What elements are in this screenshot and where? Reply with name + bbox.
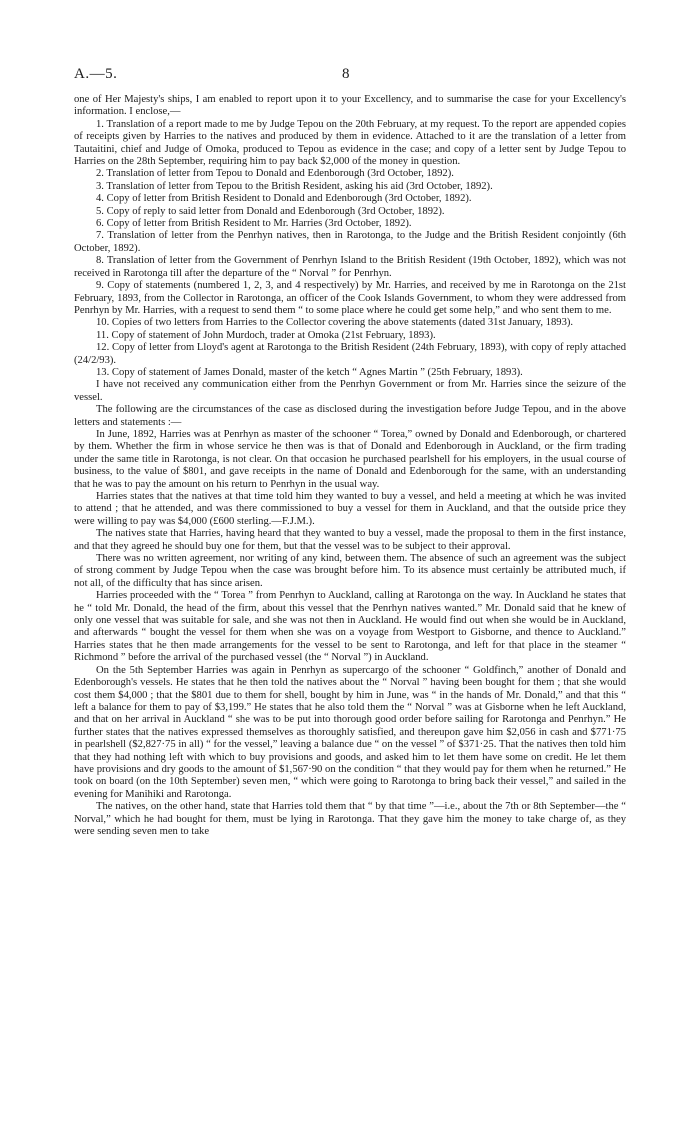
paragraph: 4. Copy of letter from British Resident to Donald and Edenborough (3rd October, 1892). bbox=[96, 193, 472, 205]
paragraph: 3. Translation of letter from Tepou to the British Resident, asking his aid (3rd October, 1892). bbox=[96, 180, 493, 192]
paragraph: 6. Copy of letter from British Resident to Mr. Harries (3rd October, 1892). bbox=[96, 218, 412, 230]
paragraph: 10. Copies of two letters from Harries to the Collector covering the above statements (dated 31st January, 1893). bbox=[96, 317, 574, 329]
paragraph: 9. Copy of statements (numbered 1, 2, 3, and 4 respectively) by Mr. Harries, and received by me in Rarotonga on the 21st February, 1893, from the Collector in Rarotonga, an officer of the Cook Islands Government, to whom they were addressed from Penrhyn by Mr. Harries, with a request to send them “ to some place where he could get some help,” and who sent them to me. bbox=[74, 280, 626, 316]
paragraph: Harries proceeded with the “ Torea ” from Penrhyn to Auckland, calling at Rarotonga on the way. In Auckland he states that he “ told Mr. Donald, the head of the firm, about this vessel that the Penrhyn natives wanted.” Mr. Donald said that he knew of only one vessel that was suitable for sale, and she was not then in Auckland. He would find out when she would be in Auckland, and afterwards “ bought the vessel for them when she was on a voyage from Westport to Gisborne, and thence to Auckland.” Harries states that he then made arrangements for the vessel to be sent to Rarotonga, and left for that place in the steamer “ Richmond ” before the arrival of the purchased vessel (the “ Norval ”) in Auckland. bbox=[74, 590, 626, 664]
paragraph: There was no written agreement, nor writing of any kind, between them. The absence of such an agreement was the subject of strong comment by Judge Tepou when the case was brought before him. To its absence must certainly be attributed much, if not all, of the difficulty that has since arisen. bbox=[74, 553, 626, 589]
paragraph: 12. Copy of letter from Lloyd's agent at Rarotonga to the British Resident (24th February, 1893), with copy of reply attached (24/2/93). bbox=[74, 342, 626, 366]
paragraph: 5. Copy of reply to said letter from Donald and Edenborough (3rd October, 1892). bbox=[96, 205, 445, 217]
paragraph: The following are the circumstances of the case as disclosed during the investigation before Judge Tepou, and in the above letters and statements :— bbox=[74, 404, 626, 428]
paragraph: 13. Copy of statement of James Donald, master of the ketch “ Agnes Martin ” (25th February, 1893). bbox=[96, 366, 523, 378]
paragraph: 8. Translation of letter from the Government of Penrhyn Island to the British Resident (19th October, 1892), which was not received in Rarotonga till after the departure of the “ Norval ” for Penrhyn. bbox=[74, 255, 626, 279]
paragraph: 2. Translation of letter from Tepou to Donald and Edenborough (3rd October, 1892). bbox=[96, 168, 454, 180]
paragraph: 7. Translation of letter from the Penrhyn natives, then in Rarotonga, to the Judge and the British Resident conjointly (6th October, 1892). bbox=[74, 230, 626, 254]
paragraph: 11. Copy of statement of John Murdoch, trader at Omoka (21st February, 1893). bbox=[96, 329, 436, 341]
paragraph: Harries states that the natives at that time told him they wanted to buy a vessel, and held a meeting at which he was invited to attend ; that he attended, and was there commissioned to buy a vessel for them in Auckland, and that the outside price they were willing to pay was $4,000 (£600 sterling.—F.J.M.). bbox=[74, 491, 626, 527]
paragraph: The natives, on the other hand, state that Harries told them that “ by that time ”—i.e., about the 7th or 8th September—the “ Norval,” which he had bought for them, must be lying in Rarotonga. That they gave him the money to take charge of, as they were sending seven men to take bbox=[74, 801, 626, 837]
paragraph: I have not received any communication either from the Penrhyn Government or from Mr. Harries since the seizure of the vessel. bbox=[74, 379, 626, 403]
page-number: 8 bbox=[342, 66, 350, 82]
paragraph: In June, 1892, Harries was at Penrhyn as master of the schooner “ Torea,” owned by Donald and Edenborough, or chartered by them. Whether the firm in whose service he then was is that of Donald and Edenborough in Auckland, or the firm trading under the same title in Rarotonga, is not clear. On that occasion he purchased pearlshell for his employers, in the usual course of business, to the value of $801, and gave receipts in the name of Donald and Edenborough for the same, with an understanding that he was to pay the amount on his return to Penrhyn in the usual way. bbox=[74, 428, 626, 490]
section-reference: A.—5. bbox=[74, 66, 118, 82]
page-header bbox=[74, 66, 626, 86]
paragraph: On the 5th September Harries was again in Penrhyn as supercargo of the schooner “ Goldfinch,” another of Donald and Edenborough's vessels. He states that he then told the natives about the “ Norval ” having been bought for them ; that she would cost them $4,000 ; that the $801 due to them for shell, bought by him in June, was “ in the hands of Mr. Donald,” and that this “ left a balance for them to pay of $3,199.” He states that he also told them the “ Norval ” was at Gisborne when he left Auckland, and that on her arrival in Auckland “ she was to be put into thorough good order before sailing for Rarotonga and Penrhyn.” He further states that the natives expressed themselves as thoroughly satisfied, and thereupon gave him $2,056 in cash and $771·75 in pearlshell ($2,827·75 in all) “ for the vessel,” leaving a balance due “ on the vessel ” of $371·25. That the natives then told him that they had nothing left with which to buy provisions and goods, and asked him to let them have some on credit. He let them have provisions and dry goods to the amount of $1,567·90 on the condition “ that they would pay for them when he returned.” He took on board (on the 10th September) seven men, “ which were going to Rarotonga to bring back their vessel,” and sailed in the evening for Manihiki and Rarotonga. bbox=[74, 664, 626, 800]
document-body bbox=[74, 94, 626, 838]
paragraph: The natives state that Harries, having heard that they wanted to buy a vessel, made the proposal to them in the first instance, and that they agreed he should buy one for them, but that the vessel was to be subject to their approval. bbox=[74, 528, 626, 552]
paragraph: one of Her Majesty's ships, I am enabled to report upon it to your Excellency, and to summarise the case for your Excellency's information. I enclose,— bbox=[74, 94, 626, 118]
paragraph: 1. Translation of a report made to me by Judge Tepou on the 20th February, at my request. To the report are appended copies of receipts given by Harries to the natives and produced by them in evidence. Attached to it are the translation of a letter from Tautaitini, chief and Judge of Omoka, produced to Tepou as evidence in the case; and copy of a letter sent by Judge Tepou to Harries on the 28th September, requiring him to pay back $2,000 of the money in question. bbox=[74, 118, 626, 168]
